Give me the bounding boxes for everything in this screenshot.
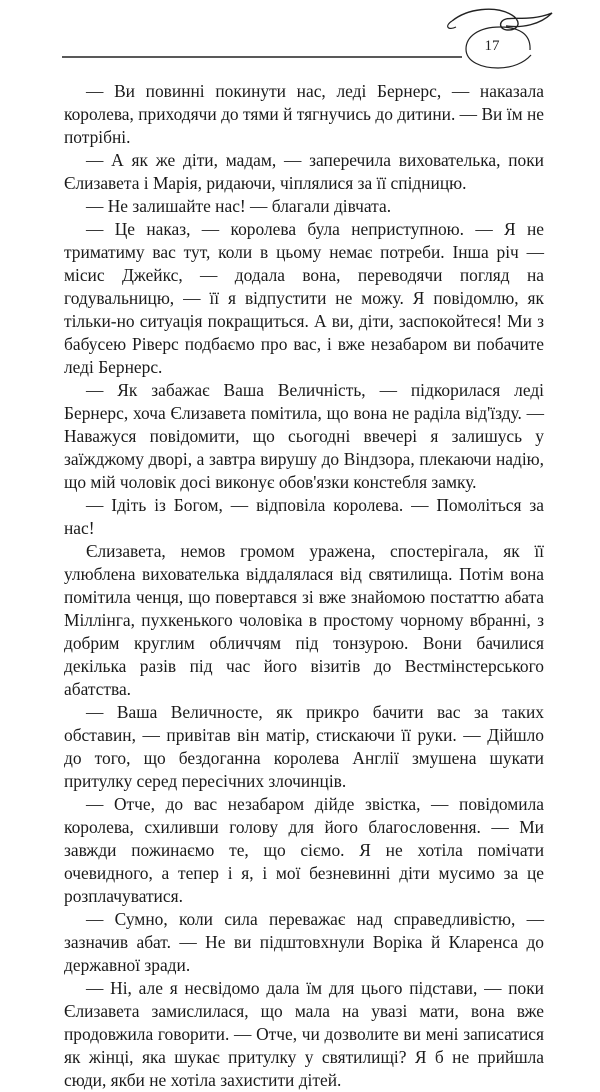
paragraph: — Як забажає Ваша Величність, — підкорилася леді Бернерс, хоча Єлизавета помітила, що вона не раділа від'їзду. — Наважуся повідомити, що сьогодні ввечері я залишусь у заїжджому дворі, а завтра вирушу до Віндзора, плекаючи надію, що мій чоловік досі виконує обов'язки констебля замку. [64, 380, 544, 492]
page-number-frame-tail [498, 55, 531, 68]
paragraph: Єлизавета, немов громом уражена, спостерігала, як її улюблена вихователька віддалялася від святилища. Потім вона помітила ченця, що повертався зі вже знайомою постаттю абата Міллінга, пухкенького чоловіка в простому чорному вбранні, з добрим круглим обличчям під тонзурою. Вони бачилися декілька разів під час його візитів до Вестмінстерського абатства. [64, 541, 544, 699]
paragraph: — Сумно, коли сила переважає над справедливістю, — зазначив абат. — Не ви підштовхнули Воріка й Кларенса до державної зради. [64, 909, 544, 975]
body-text [64, 80, 544, 1092]
paragraph: — Це наказ, — королева була неприступною. — Я не триматиму вас тут, коли в цьому немає потреби. Інша річ — місис Джейкс, — додала вона, переводячи погляд на годувальницю, — її я відпустити не можу. Я повідомлю, як тільки-но ситуація покращиться. А ви, діти, заспокойтеся! Ми з бабусею Ріверс подбаємо про вас, і вже незабаром ви побачите леді Бернерс. [64, 219, 544, 377]
paragraph: — Ні, але я несвідомо дала їм для цього підстави, — поки Єлизавета замислилася, що мала на увазі мати, вона вже продовжила говорити. — Отче, чи дозволите ви мені записатися як жінці, яка шукає притулку у святилищі? Я б не прийшла сюди, якби не хотіла захистити дітей. [64, 978, 544, 1090]
paragraph: — Ваша Величносте, як прикро бачити вас за таких обставин, — привітав він матір, стискаючи її руки. — Дійшло до того, що бездоганна королева Англії змушена шукати притулку серед пересічних злочинців. [64, 702, 544, 791]
paragraph: — Ідіть із Богом, — відповіла королева. — Помоліться за нас! [64, 495, 544, 538]
paragraph: — Отче, до вас незабаром дійде звістка, — повідомила королева, схиливши голову для його благословення. — Ми завжди пожинаємо те, що сіємо. Я не хотіла помічати очевидного, а тепер і я, і мої безневинні діти мусимо за це розплачуватися. [64, 794, 544, 906]
page-header [0, 0, 600, 75]
paragraph: — Не залишайте нас! — благали дівчата. [86, 196, 392, 216]
paragraph: — А як же діти, мадам, — заперечила вихователька, поки Єлизавета і Марія, ридаючи, чіплялися за її спідницю. [64, 150, 544, 193]
page-number: 17 [484, 38, 500, 54]
flourish-curl [448, 21, 456, 28]
paragraph: — Ви повинні покинути нас, леді Бернерс, — наказала королева, приходячи до тями й тягнучись до дитини. — Ви їм не потрібні. [64, 81, 544, 147]
